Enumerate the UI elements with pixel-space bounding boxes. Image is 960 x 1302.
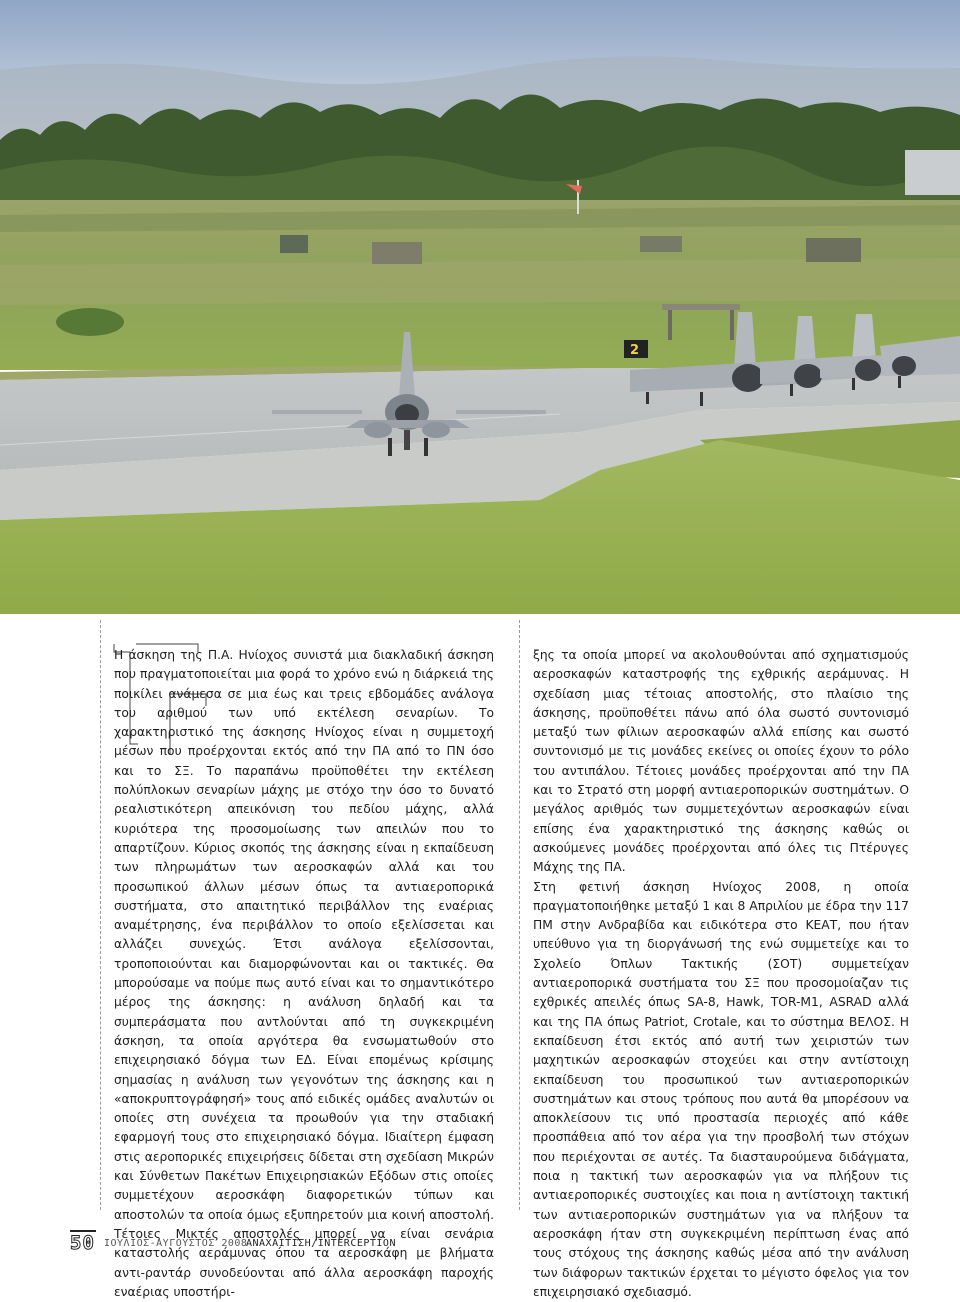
article-column-left: Η άσκηση της Π.Α. Ηνίοχος συνιστά μια διακλαδική άσκηση που πραγματοποιείται μια φορά το χρόνο ενώ η διάρκειά της ποικίλει ανάμεσα σε μια έως και τρεις εβδομάδες ανάλογα του αριθμού των υπό εκτέλεση σεναρίων. Το χαρακτηριστικό της άσκησης Ηνίοχος είναι η συμμετοχή μέσων που προέρχονται εκτός από την ΠΑ από το ΠΝ όσο και το ΣΞ. Το παραπάνω προϋποθέτει την εκτέλεση πολύπλοκων σεναρίων μάχης με στόχο την όσο το δυνατό ρεαλιστικότερη απεικόνιση του πεδίου μάχης, αλλά κυριότερα της προσομοίωσης των απειλών που το απαρτίζουν. Κύριος σκοπός της άσκησης είναι η εκπαίδευση των πληρωμάτων των αεροσκαφών αλλά και του προσωπικού άλλων μέσων όπως τα αντιαεροπορικά συστήματα, στο απαιτητικό περιβάλλον της εναέριας αναμέτρησης, ένα περιβάλλον το οποίο εξελίσσεται και αλλάζει συνεχώς. Έτσι ανάλογα εξελίσσονται, τροποποιούνται και διαμορφώνονται και οι τακτικές. Θα μπορούσαμε να πούμε πως αυτό είναι και το σημαντικότερο μέρος της άσκησης: η ανάλυση δηλαδή και τα συμπεράσματα που αντλούνται από τη συγκεκριμένη άσκηση, τα οποία αργότερα θα ενσωματωθούν στο επιχειρησιακό δόγμα των ΕΔ. Είναι επομένως κρίσιμης σημασίας η ανάλυση των γεγονότων της άσκησης και η «αποκρυπτογράφησή» τους από ειδικές ομάδες αναλυτών οι οποίες στη συνέχεια τα προωθούν για την σταδιακή εφαρμογή τους στο επιχειρησιακό δόγμα. Ιδιαίτερη έμφαση στις αεροπορικές επιχειρήσεις δίδεται στη σχεδίαση Μικρών και Σύνθετων Πακέτων Επιχειρησιακών Εξόδων στις οποίες συμμετέχουν αεροσκάφη διαφορετικών τύπων και αποστολών τα οποία όμως εξυπηρετούν μια κοινή αποστολή. Τέτοιες Μικτές αποστολές μπορεί να είναι σενάρια καταστολής αεράμυνας όπου τα αεροσκάφη με βλήματα αντι-ραντάρ συνοδεύονται από άλλα αεροσκάφη παροχής εναέριας υποστήρι- — [114, 648, 494, 1299]
taxiway-sign: 2 — [630, 343, 640, 358]
page-footer — [70, 1230, 890, 1258]
paragraph: ξης τα οποία μπορεί να ακολουθούνται από σχηματισμούς αεροσκαφών καταστροφής της εχθρικής αεράμυνας. Η σχεδίαση μιας τέτοιας αποστολής, στο πλαίσιο της άσκησης, προϋποθέτει πάνω από όλα σωστό συντονισμό μεταξύ των φίλιων αεροσκαφών αλλά επίσης και σωστό συντονισμό με τις μονάδες εκείνες οι οποίες έχουν το ρόλο του αντιπάλου. Τέτοιες μονάδες προέρχονται από την ΠΑ και το Στρατό στη μορφή αντιαεροπορικών συστημάτων. Ο μεγάλος αριθμός των συμμετεχόντων αεροσκαφών είναι επίσης ένα χαρακτηριστικό της άσκησης καθώς οι ασκούμενες μονάδες προέρχονται από όλες τις Πτέρυγες Μάχης της ΠΑ. — [533, 648, 909, 875]
issue-date: ΙΟΥΛΙΟΣ-ΑΥΓΟΥΣΤΟΣ 2008 — [104, 1238, 248, 1249]
article-column-right — [533, 646, 909, 1302]
page-number: 50 — [70, 1232, 95, 1254]
paragraph: Στη φετινή άσκηση Ηνίοχος 2008, η οποία πραγματοποιήθηκε μεταξύ 1 και 8 Απριλίου με έδρα την 117 ΠΜ στην Ανδραβίδα και ειδικότερα στο ΚΕΑΤ, που ήταν υπεύθυνο για τη διοργάνωσή της ενώ συμμετείχε και το Σχολείο Όπλων Τακτικής (ΣΟΤ) συμμετείχαν αντιαεροπορικά συστήματα του ΣΞ που προσομοίαζαν τις εχθρικές απειλές όπως SA-8, Hawk, TOR-M1, ASRAD αλλά και της ΠΑ όπως Patriot, Crotale, και το σύστημα ΒΕΛΟΣ. Η εκπαίδευση έτσι εκτός από αυτή των χειριστών των μαχητικών αεροσκαφών στοχεύει και στην αντίστοιχη εκπαίδευση του προσωπικού των αντιαεροπορικών συστημάτων και στους τρόπους που αυτά θα μπορέσουν να αποκλείσουν τις υπό προστασία περιοχές από κάθε προσπάθεια από τον αέρα για την προσβολή των στόχων που περιέχονται σε αυτές. Τα διασταυρούμενα διδάγματα, ποια η τακτική των αεροσκαφών για να πλήξουν τις αντιαεροπορικές συστοιχίες και ποια η αντίστοιχη τακτική των αντιαεροπορικών συστημάτων για να πλήξουν τα αεροσκάφη ήταν στη συγκεκριμένη περίπτωση ένας από τους στόχους της άσκησης καθώς μέσα από την ανάλυση των διάφορων τακτικών έρχεται το μέγιστο όφελος για τον επιχειρησιακό σχεδιασμό. — [533, 879, 909, 1299]
column-guide-middle — [519, 620, 520, 1210]
column-guide-left — [100, 620, 101, 1210]
airfield-photo — [0, 0, 960, 614]
magazine-name: ΑΝΑΧΑΙΤΙΣΗ/INTERCEPTION — [246, 1238, 396, 1249]
